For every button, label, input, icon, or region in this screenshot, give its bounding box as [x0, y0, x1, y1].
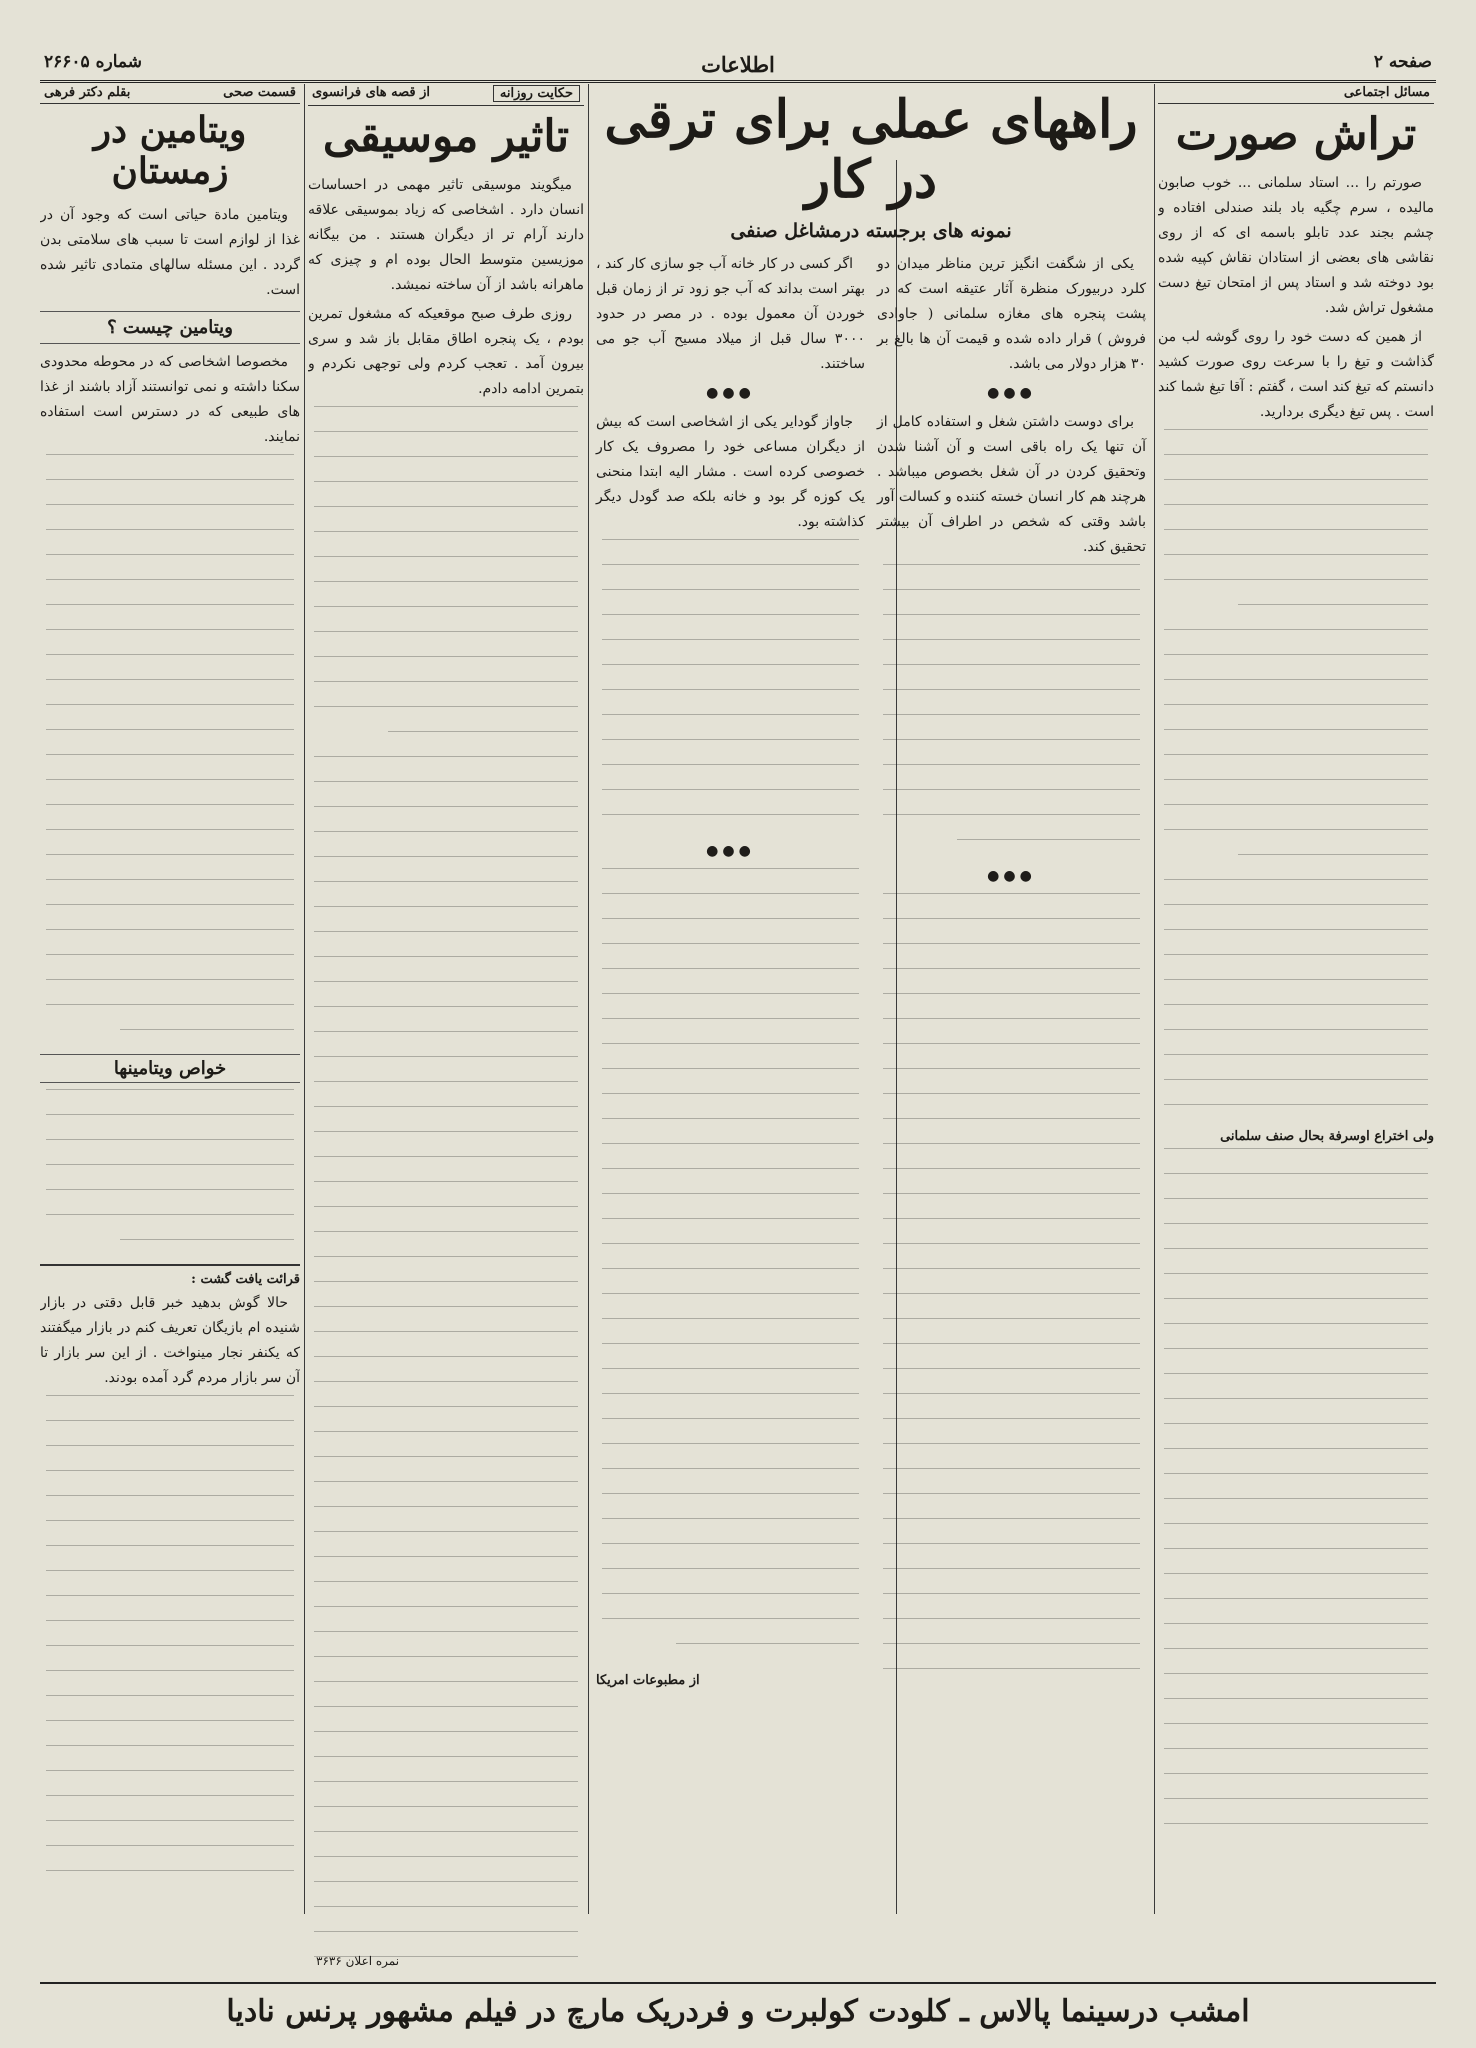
- kicker-boxed: حکایت روزانه: [493, 85, 580, 102]
- text-lines: [40, 454, 300, 1030]
- section-label: ولی اختراع اوسرفة بحال صنف سلمانی: [1220, 1128, 1434, 1144]
- paragraph: از همین که دست خود را روی گوشه لب من گذاشت و تیغ را با سرعت روی صورت کشید دانستم که تیغ کند است ، گفتم : آقا تیغ شما کند است . پس تیغ دیگری بردارید.: [1158, 328, 1434, 420]
- paragraph: یکی از شگفت انگیز ترین مناظر میدان دو کلرد دربیورک منظرة آثار عتیقه است که در پشت پنجره های مغازه سلمانی ( جاوادی فروش ) قرار داده شده و قیمت آن ها بالغ بر ۳۰ هزار دولار می باشد.: [877, 255, 1146, 372]
- section-label: قرائت یافت گشت :: [191, 1271, 300, 1287]
- article-body-2: [40, 1291, 300, 1391]
- column-rule: [304, 84, 305, 1914]
- masthead: [40, 52, 1436, 83]
- paragraph: اگر کسی در کار خانه آب جو سازی کار کند ، بهتر است بداند که آب جو زود تر از زمان قبل خوردن آن معمول بوده . در مصر در حدود ۳۰۰۰ سال قبل از میلاد مسیح آب جو می ساختند.: [596, 255, 865, 372]
- article-source: از مطبوعات امریکا: [596, 1672, 700, 1688]
- article-kicker-row: [40, 84, 300, 104]
- section-subtitle: خواص ویتامینها: [40, 1054, 300, 1083]
- article-body: [308, 173, 584, 402]
- column-rule: [588, 84, 589, 1914]
- article-body: [1158, 171, 1434, 425]
- paragraph: جاواز گودایر یکی از اشخاصی است که بیش از دیگران مساعی خود را مصروف یک کار خصوصی کرده است . مشار الیه ابتدا منحنی یک کوزه گر بود و خانه بلکه صد گودل دیگر کذاشته بود.: [596, 413, 865, 530]
- page-number: صفحه ۲: [1373, 52, 1432, 72]
- section-divider: [40, 1264, 300, 1266]
- article-progress: [590, 84, 1152, 1974]
- article-kicker-row: [308, 84, 584, 106]
- text-lines: [40, 1395, 300, 1871]
- ad-number: نمره اعلان ۳۶۳۶: [316, 1954, 400, 1968]
- article-body: [40, 203, 300, 450]
- paragraph: میگویند موسیقی تاثیر مهمی در احساسات انسان دارد . اشخاصی که زیاد بموسیقی علاقه دارند آرام تر از دیگران هستند . من بیگانه موزیسین متوسط الحال بوده ام و چیزی که ماهرانه باشد از آن ساخته نمیشد.: [308, 176, 584, 293]
- paragraph: روزی طرف صبح موقعیکه که مشغول تمرین بودم ، یک پنجره اطاق مقابل باز شد و سری بیرون آمد . تعجب کردم ولی توجهی نکردم و بتمرین ادامه دادم.: [308, 305, 584, 397]
- paragraph: مخصوصا اشخاصی که در محوطه محدودی سکنا داشته و نمی توانستند آزاد باشند از غذا های طبیعی که در دسترس است استفاده نمایند.: [40, 353, 300, 445]
- paragraph: صورتم را ... استاد سلمانی ... خوب صابون مالیده ، سرم چگیه باد بلند صندلی افتاده و چشم بجند عدد تابلو باسمه ای که از روی نقاشی های بعضی از استادان نقاش کپیه شده بود دوخته شد و استاد پس از امتحان تیغ دست مشغول تراش شد.: [1158, 174, 1434, 316]
- cinema-ad-banner: امشب درسینما پالاس ـ کلودت کولبرت و فردریک مارچ در فیلم مشهور پرنس نادیا: [40, 1982, 1436, 2040]
- newspaper-name: اطلاعات: [701, 52, 775, 77]
- article-headline: تاثیر موسیقی: [322, 111, 570, 162]
- article-subhead: نمونه های برجسته درمشاغل صنفی: [730, 219, 1012, 242]
- article-music: [308, 84, 584, 1974]
- article-vitamin: [40, 84, 300, 1974]
- text-lines: [308, 406, 584, 1974]
- separator-stars: ●●●: [706, 842, 755, 859]
- text-lines: [40, 1089, 300, 1240]
- paragraph: برای دوست داشتن شغل و استفاده کامل از آن تنها یک راه باقی است و آن آشنا شدن وتحقیق کردن در آن شغل بخصوص میباشد . هرچند هم کار انسان خسته کننده و کسالت آور باشد وقتی که شخص در اطراف آن بیشتر تحقیق کند.: [877, 413, 1146, 555]
- separator-stars: ●●●: [987, 867, 1036, 884]
- paragraph: ویتامین مادة حیاتی است که وجود آن در غذا از لوازم است تا سبب های سلامتی بدن گردد . این مسئله سالهای متمادی تاثیر شده است.: [40, 206, 300, 298]
- two-column-body: [590, 252, 1152, 1697]
- kicker-author: بقلم دکتر فرهی: [44, 85, 131, 100]
- kicker-section: قسمت صحی: [223, 85, 296, 100]
- article-headline: تراش صورت: [1175, 109, 1417, 160]
- paragraph: حالا گوش بدهید خبر قابل دقتی در بازار شنیده ام بازیگان تعریف کنم در بازار میگفتند که یکنفر نجار مینواخت . از این سر بازار تا آن سر بازار مردم گرد آمده بودند.: [40, 1294, 300, 1386]
- kicker-source: از قصه های فرانسوی: [312, 85, 431, 100]
- article-headline: ویتامین در زمستان: [93, 109, 247, 193]
- article-body-right: [877, 252, 1146, 1697]
- article-headline: راههای عملی برای ترقی در کار: [604, 89, 1138, 210]
- separator-stars: ●●●: [987, 384, 1036, 401]
- article-shave: [1158, 84, 1434, 1974]
- issue-number: شماره ۲۶۶۰۵: [44, 52, 142, 72]
- article-body-left: [596, 252, 865, 1697]
- article-kicker: مسائل اجتماعی: [1158, 84, 1434, 104]
- column-rule: [1154, 84, 1155, 1914]
- separator-stars: ●●●: [706, 384, 755, 401]
- text-lines: [1158, 429, 1434, 1974]
- section-subtitle: ویتامین چیست ؟: [40, 311, 300, 344]
